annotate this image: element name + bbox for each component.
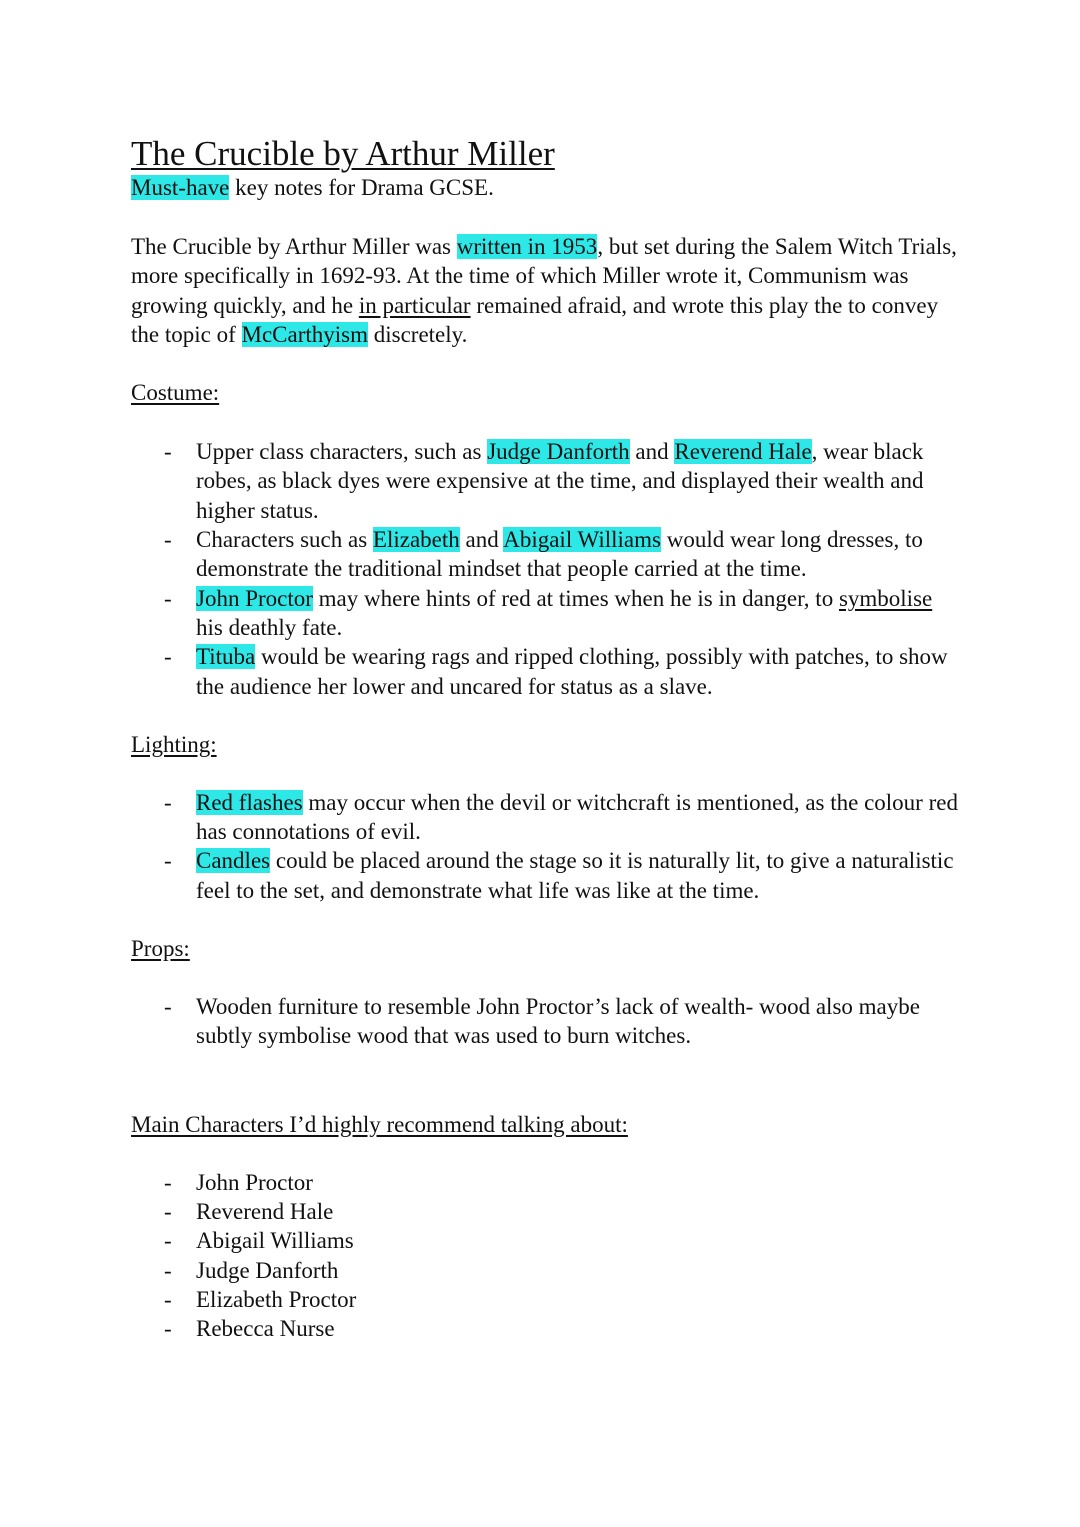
bullet-dash: - xyxy=(164,644,172,670)
item-text: would be wearing rags and ripped clothing, possibly with patches, to show the audience her lower and uncared for status as a slave. xyxy=(196,644,948,699)
item-text: his deathly fate. xyxy=(196,614,343,640)
character-name: Elizabeth Proctor xyxy=(196,1286,357,1312)
bullet-dash: - xyxy=(164,585,172,611)
bullet-dash: - xyxy=(164,1316,172,1342)
list-item xyxy=(131,1197,961,1226)
list-item xyxy=(131,525,961,584)
costume-heading: Costume: xyxy=(131,380,220,406)
list-item xyxy=(131,1285,961,1314)
intro-text-3: remained afraid, and wrote this play the to convey the topic of xyxy=(131,292,939,347)
list-item xyxy=(131,992,961,1051)
bullet-dash: - xyxy=(164,789,172,815)
highlight-must-have: Must-have xyxy=(131,175,230,200)
document-title: The Crucible by Arthur Miller xyxy=(131,134,555,173)
document-subtitle xyxy=(131,174,961,202)
list-item xyxy=(131,642,961,701)
item-text: Wooden furniture to resemble John Proctor’s lack of wealth- wood also maybe subtly symbolise wood that was used to burn witches. xyxy=(196,994,920,1049)
item-text: and xyxy=(629,439,675,465)
item-text: may where hints of red at times when he is in danger, to xyxy=(312,585,839,611)
characters-list xyxy=(131,1168,961,1344)
highlight-elizabeth: Elizabeth xyxy=(372,527,460,553)
bullet-dash: - xyxy=(164,1257,172,1283)
highlight-tituba: Tituba xyxy=(196,644,256,670)
list-item xyxy=(131,788,961,847)
highlight-written-1953: written in 1953 xyxy=(456,234,598,259)
characters-heading: Main Characters I’d highly recommend talking about: xyxy=(131,1111,628,1137)
list-item xyxy=(131,1256,961,1285)
intro-text-4: discretely. xyxy=(368,321,468,347)
list-item xyxy=(131,846,961,905)
item-text: and xyxy=(459,527,504,553)
character-name: John Proctor xyxy=(196,1169,313,1195)
props-list xyxy=(131,992,961,1051)
item-text: , wear black robes, as black dyes were expensive at the time, and displayed their wealth and higher status. xyxy=(196,439,924,523)
highlight-candles: Candles xyxy=(196,848,271,874)
lighting-list xyxy=(131,788,961,905)
bullet-dash: - xyxy=(164,848,172,874)
document-page xyxy=(131,134,961,1343)
list-item xyxy=(131,1314,961,1343)
highlight-judge-danforth: Judge Danforth xyxy=(487,439,630,465)
character-name: Reverend Hale xyxy=(196,1198,334,1224)
highlight-john-proctor: John Proctor xyxy=(196,585,313,611)
item-text: would wear long dresses, to demonstrate the traditional mindset that people carried at the time. xyxy=(196,527,923,582)
bullet-dash: - xyxy=(164,439,172,465)
character-name: Abigail Williams xyxy=(196,1228,354,1254)
intro-text-2: , but set during the Salem Witch Trials, more specifically in 1692-93. At the time of which Miller wrote it, Communism was growing quickly, and he xyxy=(131,234,957,318)
character-name: Rebecca Nurse xyxy=(196,1316,335,1342)
costume-list xyxy=(131,437,961,701)
subtitle-rest: key notes for Drama GCSE. xyxy=(229,175,494,200)
bullet-dash: - xyxy=(164,1169,172,1195)
intro-paragraph xyxy=(131,232,961,349)
props-heading: Props: xyxy=(131,936,190,962)
item-text: Upper class characters, such as xyxy=(196,439,488,465)
list-item xyxy=(131,1226,961,1255)
list-item xyxy=(131,437,961,525)
lighting-heading: Lighting: xyxy=(131,731,217,757)
item-text: may occur when the devil or witchcraft is mentioned, as the colour red has connotations of evil. xyxy=(196,789,958,845)
bullet-dash: - xyxy=(164,1198,172,1224)
bullet-dash: - xyxy=(164,527,172,553)
item-underlined: symbolise xyxy=(838,585,933,611)
bullet-dash: - xyxy=(164,1286,172,1312)
list-item xyxy=(131,584,961,643)
highlight-mccarthyism: McCarthyism xyxy=(241,321,368,347)
bullet-dash: - xyxy=(164,994,172,1020)
intro-text-1: The Crucible by Arthur Miller was xyxy=(131,234,457,259)
highlight-abigail-williams: Abigail Williams xyxy=(503,527,661,553)
highlight-red-flashes: Red flashes xyxy=(196,789,303,815)
intro-underlined: in particular xyxy=(358,292,471,318)
item-text: could be placed around the stage so it is naturally lit, to give a naturalistic feel to the set, and demonstrate what life was like at the time. xyxy=(196,848,954,903)
list-item xyxy=(131,1168,961,1197)
character-name: Judge Danforth xyxy=(196,1257,339,1283)
item-text: Characters such as xyxy=(196,527,373,553)
highlight-reverend-hale: Reverend Hale xyxy=(674,439,812,465)
bullet-dash: - xyxy=(164,1228,172,1254)
